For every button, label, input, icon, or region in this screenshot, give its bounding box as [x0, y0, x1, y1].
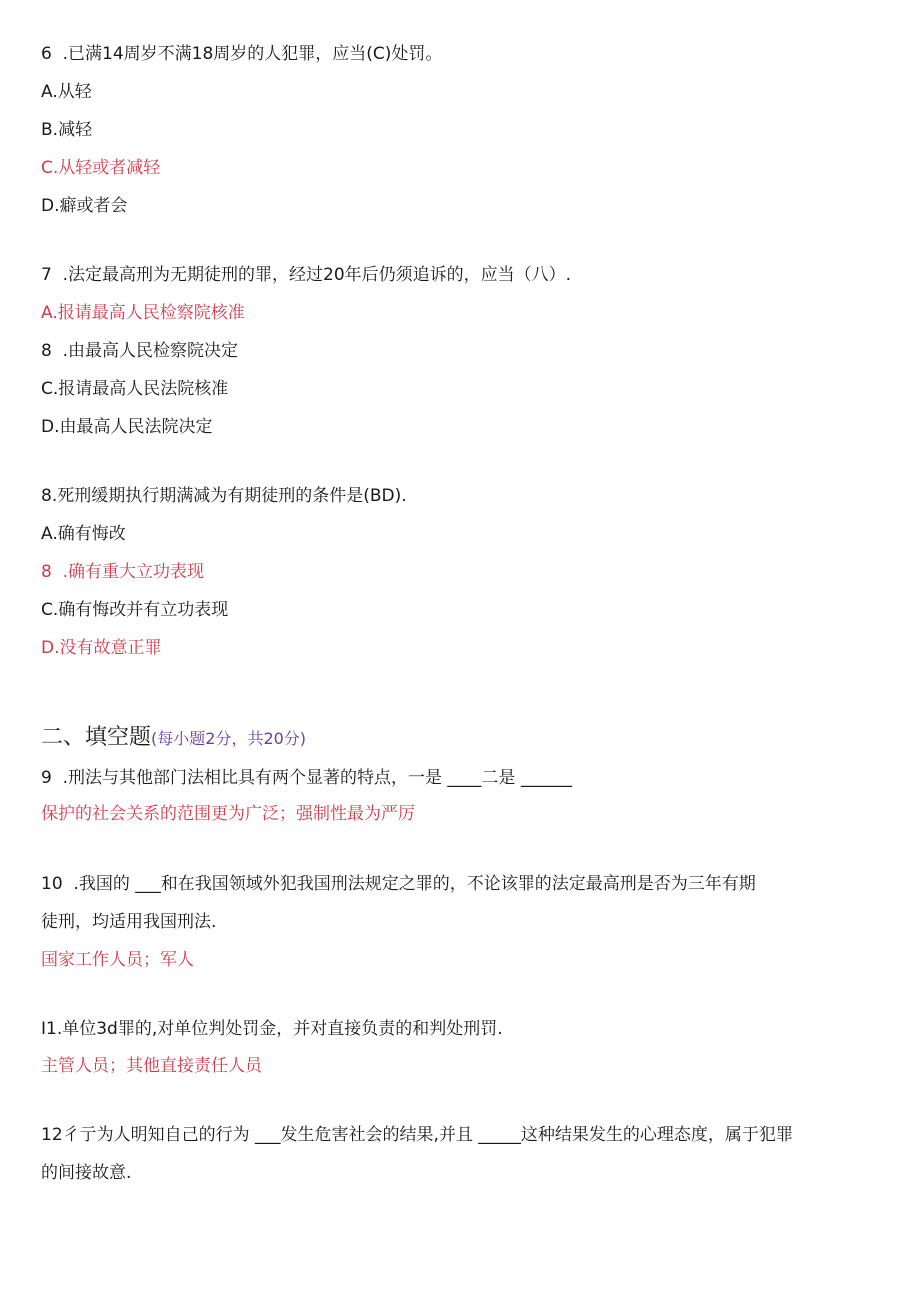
- section-title: 二、填空题: [41, 725, 152, 750]
- q11-stem: I1.单位3d罪的,对单位判处罚金，并对直接负责的和判处刑罚.: [41, 1019, 503, 1039]
- section-note: (每小题2分，共20分): [151, 729, 307, 748]
- q8-option-c: C.确有悔改并有立功表现: [41, 600, 229, 620]
- q8-option-a: A.确有悔改: [41, 524, 126, 544]
- q7-option-a-answer: A.报请最高人民检察院核准: [41, 303, 245, 323]
- q10-stem-line1: 10 .我国的 ___和在我国领域外犯我国刑法规定之罪的，不论该罪的法定最高刑是否为三年有期: [41, 874, 756, 894]
- q12-stem-line2: 的间接故意.: [41, 1163, 132, 1183]
- q6-stem: 6 .已满14周岁不满18周岁的人犯罪，应当(C)处罚。: [41, 44, 443, 64]
- q10-answer: 国家工作人员；军人: [41, 950, 194, 970]
- q6-option-a: A.从轻: [41, 82, 92, 102]
- q6-option-d: D.癖或者会: [41, 196, 128, 216]
- q7-option-d: D.由最高人民法院决定: [41, 417, 213, 437]
- q11-answer: 主管人员；其他直接责任人员: [41, 1056, 262, 1076]
- q6-option-c-answer: C.从轻或者减轻: [41, 158, 161, 178]
- q8-option-b-answer: 8 .确有重大立功表现: [41, 562, 205, 582]
- q9-stem: 9 .刑法与其他部门法相比具有两个显著的特点，一是 ____二是 ______: [41, 768, 572, 788]
- q7-stem: 7 .法定最高刑为无期徒刑的罪，经过20年后仍须追诉的，应当（八）.: [41, 265, 572, 285]
- q7-option-b: 8 .由最高人民检察院决定: [41, 341, 239, 361]
- q6-option-b: B.减轻: [41, 120, 93, 140]
- q7-option-c: C.报请最高人民法院核准: [41, 379, 229, 399]
- q8-option-d-answer: D.没有故意正罪: [41, 638, 162, 658]
- section-heading: [41, 720, 306, 751]
- q12-stem-line1: 12彳亍为人明知自己的行为 ___发生危害社会的结果,并且 _____这种结果发生的心理态度，属于犯罪: [41, 1125, 793, 1145]
- q9-answer: 保护的社会关系的范围更为广泛；强制性最为严厉: [41, 804, 415, 824]
- q10-stem-line2: 徒刑，均适用我国刑法.: [41, 912, 217, 932]
- q8-stem: 8.死刑缓期执行期满减为有期徒刑的条件是(BD).: [41, 486, 407, 506]
